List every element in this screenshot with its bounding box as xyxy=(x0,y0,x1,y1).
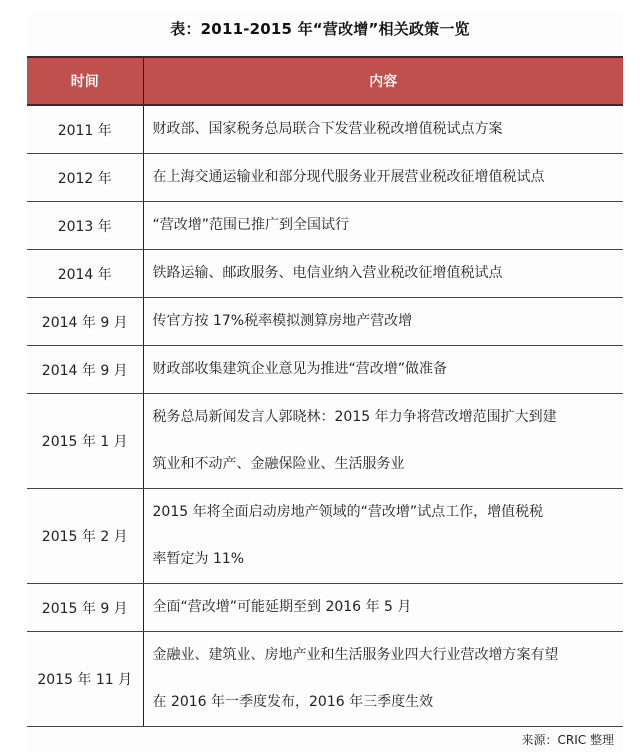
row-content xyxy=(143,346,623,394)
row-time: 2015 年 1 月 xyxy=(27,394,143,489)
row-content xyxy=(143,489,623,584)
source-note: 来源：CRIC 整理 xyxy=(521,733,614,747)
content-line: 财政部收集建筑企业意见为推进“营改增”做准备 xyxy=(152,361,448,377)
table-row xyxy=(27,394,623,489)
table-row xyxy=(27,105,623,154)
policy-table xyxy=(27,56,623,727)
table-row xyxy=(27,489,623,584)
content-line: 在 2016 年一季度发布，2016 年三季度生效 xyxy=(152,694,434,710)
row-content xyxy=(143,154,623,202)
content-line: “营改增”范围已推广到全国试行 xyxy=(152,217,350,233)
content-line: 率暂定为 11% xyxy=(152,551,245,567)
table-row xyxy=(27,346,623,394)
row-content xyxy=(143,105,623,154)
row-content xyxy=(143,632,623,727)
row-time: 2012 年 xyxy=(27,154,143,202)
row-time: 2014 年 xyxy=(27,250,143,298)
row-time: 2015 年 9 月 xyxy=(27,584,143,632)
content-line: 财政部、国家税务总局联合下发营业税改增值税试点方案 xyxy=(152,121,503,137)
content-line: 筑业和不动产、金融保险业、生活服务业 xyxy=(152,456,405,472)
content-line: 税务总局新闻发言人郭晓林：2015 年力争将营改增范围扩大到建 xyxy=(152,409,557,425)
column-header-content: 内容 xyxy=(143,57,623,105)
row-time: 2014 年 9 月 xyxy=(27,298,143,346)
table-row xyxy=(27,154,623,202)
row-content xyxy=(143,202,623,250)
row-content xyxy=(143,394,623,489)
table-row xyxy=(27,298,623,346)
row-content xyxy=(143,250,623,298)
row-time: 2013 年 xyxy=(27,202,143,250)
table-row xyxy=(27,632,623,727)
row-time: 2015 年 2 月 xyxy=(27,489,143,584)
row-content xyxy=(143,584,623,632)
content-line: 传官方按 17%税率模拟测算房地产营改增 xyxy=(152,313,413,329)
content-line: 全面“营改增”可能延期至到 2016 年 5 月 xyxy=(152,599,412,615)
content-line: 2015 年将全面启动房地产领域的“营改增”试点工作，增值税税 xyxy=(152,504,544,520)
table-header-row xyxy=(27,57,623,105)
table-row xyxy=(27,250,623,298)
content-line: 金融业、建筑业、房地产业和生活服务业四大行业营改增方案有望 xyxy=(152,647,559,663)
content-line: 在上海交通运输业和部分现代服务业开展营业税改征增值税试点 xyxy=(152,169,545,185)
row-time: 2011 年 xyxy=(27,105,143,154)
table-row xyxy=(27,584,623,632)
table-title: 表：2011-2015 年“营改增”相关政策一览 xyxy=(170,20,470,38)
table-row xyxy=(27,202,623,250)
column-header-time: 时间 xyxy=(27,57,143,105)
row-content xyxy=(143,298,623,346)
row-time: 2014 年 9 月 xyxy=(27,346,143,394)
row-time: 2015 年 11 月 xyxy=(27,632,143,727)
content-line: 铁路运输、邮政服务、电信业纳入营业税改征增值税试点 xyxy=(152,265,503,281)
